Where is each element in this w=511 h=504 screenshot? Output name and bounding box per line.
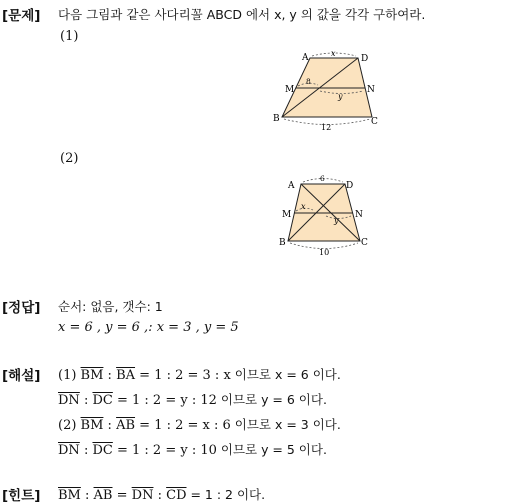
hint-tag: [힌트] <box>2 488 41 504</box>
solution-tag: [해설] <box>2 368 41 384</box>
label-N-2: N <box>355 210 363 220</box>
answer-tag: [정답] <box>2 300 41 316</box>
trapezoid-figure-2 <box>276 172 376 258</box>
label-A-2: A <box>288 181 295 191</box>
label-y: y <box>338 92 343 101</box>
label-D-2: D <box>346 181 354 191</box>
answer-meta: 순서: 없음, 갯수: 1 <box>58 299 163 314</box>
label-C-2: C <box>361 238 368 248</box>
label-A: A <box>302 53 309 63</box>
part-2-label: (2) <box>60 151 79 166</box>
label-M-2: M <box>282 210 292 220</box>
solution-line-2: $\overline{DN}$ : $\overline{DC} = 1$ : 2 = y : 12 이므로 y = 6 이다. <box>58 392 327 408</box>
label-6: 6 <box>320 174 325 183</box>
label-12: 12 <box>321 123 332 132</box>
label-10: 10 <box>319 248 330 257</box>
trapezoid-figure-1 <box>268 48 388 136</box>
solution-line-1: (1) $\overline{BM}$ : $\overline{BA} = 1$ : 2 = 3 : x 이므로 x = 6 이다. <box>58 367 341 383</box>
part-1-label: (1) <box>60 29 79 44</box>
solution-line-3: (2) $\overline{BM}$ : $\overline{AB} = 1$ : 2 = x : 6 이므로 x = 3 이다. <box>58 417 341 433</box>
answer-line: x = 6 , y = 6 ,: x = 3 , y = 5 <box>58 320 239 335</box>
label-8: 8 <box>306 77 311 86</box>
solution-line-4: $\overline{DN}$ : $\overline{DC} = 1$ : 2 = y : 10 이므로 y = 5 이다. <box>58 442 327 458</box>
problem-question: 다음 그림과 같은 사다리꼴 ABCD 에서 x, y 의 값을 각각 구하여라. <box>58 7 426 22</box>
label-B-2: B <box>279 238 286 248</box>
label-N: N <box>367 85 375 95</box>
hint-line: $\overline{BM}$ : $\overline{AB} = \overline{DN}$ : $\overline{CD} = 1$ : 2 이다. <box>58 487 266 503</box>
label-M: M <box>285 85 295 95</box>
label-D: D <box>361 54 369 64</box>
label-B: B <box>273 114 280 124</box>
problem-tag: [문제] <box>2 8 41 24</box>
label-y-2: y <box>334 216 339 225</box>
label-x-2: x <box>301 202 306 211</box>
label-x: x <box>331 49 336 58</box>
label-C: C <box>371 117 378 127</box>
